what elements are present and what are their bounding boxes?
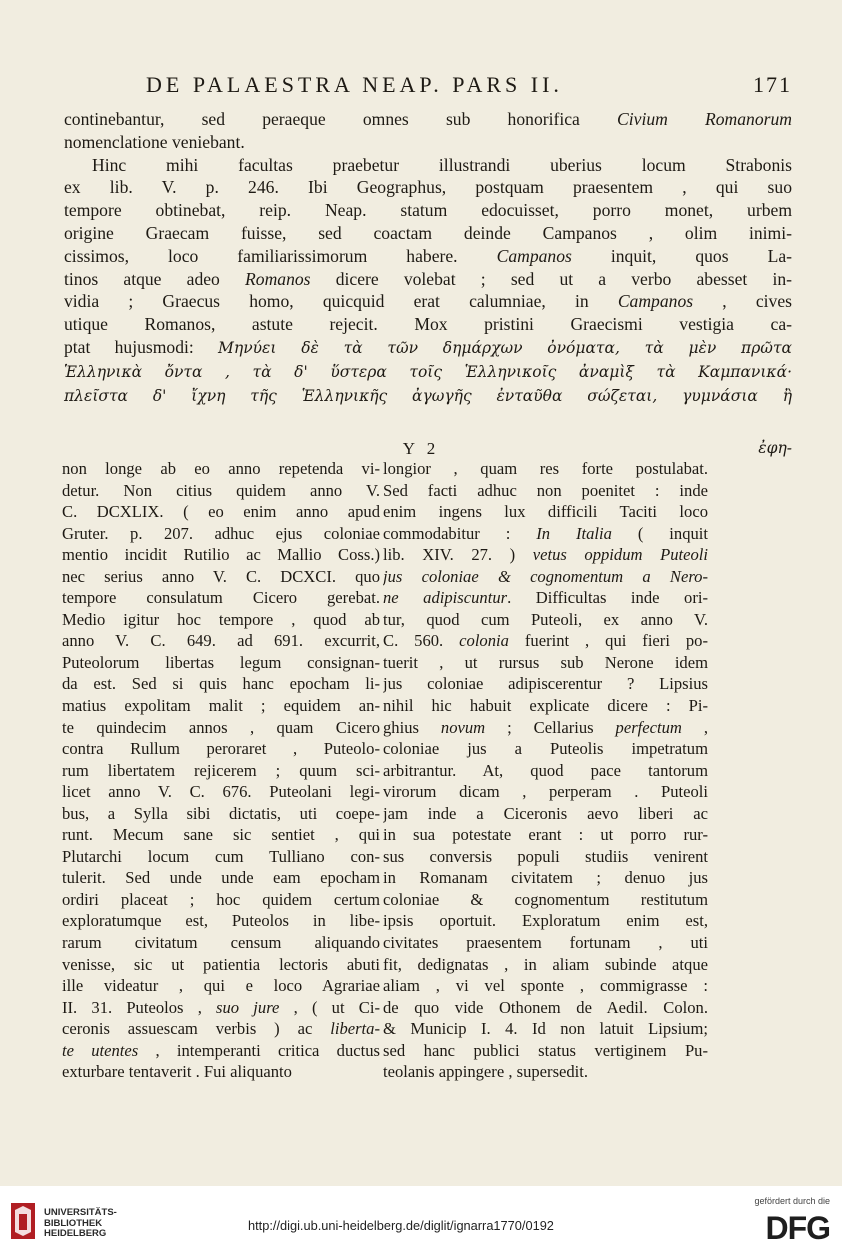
text-line bbox=[64, 131, 792, 154]
text-line bbox=[383, 954, 708, 976]
text-line bbox=[62, 1018, 380, 1040]
line-text: anno V. C. 649. ad 691. excurrit, bbox=[62, 631, 380, 651]
line-text: tinos atque adeo bbox=[64, 268, 246, 289]
line-text: bus, a Sylla sibi dictatis, uti coepe- bbox=[62, 803, 380, 823]
text-line bbox=[383, 523, 708, 545]
italic-text: vetus oppidum Puteoli bbox=[532, 545, 708, 565]
line-text: non longe ab eo anno repetenda vi- bbox=[62, 459, 380, 478]
text-line bbox=[383, 975, 708, 997]
left-column bbox=[62, 458, 380, 1083]
text-line bbox=[64, 176, 792, 199]
text-line bbox=[62, 652, 380, 674]
text-line bbox=[62, 695, 380, 717]
line-text: teolanis appingere , supersedit. bbox=[383, 1062, 589, 1082]
line-text: in Romanam civitatem ; denuo jus bbox=[383, 868, 708, 888]
dfg-logo[interactable]: DFG bbox=[765, 1210, 830, 1246]
line-text: fit, dedignatas , in aliam subinde atque bbox=[383, 954, 708, 974]
text-line bbox=[383, 1040, 708, 1062]
line-text: cissimos, loco familiarissimorum habere. bbox=[64, 245, 497, 266]
line-text: C. 560. bbox=[383, 631, 460, 651]
line-text: ghius bbox=[383, 717, 441, 737]
italic-text: novum bbox=[440, 717, 486, 737]
italic-text: ne adipiscuntur bbox=[383, 588, 508, 608]
line-text: , cives bbox=[693, 291, 792, 312]
signature-mark: Y 2 bbox=[402, 439, 440, 458]
line-text: ipsis oportuit. Exploratum enim est, bbox=[383, 911, 708, 931]
text-line bbox=[383, 760, 708, 782]
text-line bbox=[64, 336, 792, 360]
text-line bbox=[62, 803, 380, 825]
text-line bbox=[383, 609, 708, 631]
text-line bbox=[383, 824, 708, 846]
line-text: rum libertatem rejicerem ; quum sci- bbox=[62, 760, 380, 780]
line-text: tuerit , ut rursus sub Nerone idem bbox=[383, 652, 708, 672]
line-text: aliam , vi vel sponte , commigrasse : bbox=[383, 976, 708, 996]
line-text: . Difficultas inde ori- bbox=[507, 588, 708, 608]
text-line bbox=[62, 544, 380, 566]
line-text: arbitrantur. At, quod pace tantorum bbox=[383, 760, 708, 780]
text-line bbox=[62, 609, 380, 631]
line-text: runt. Mecum sane sic sentiet , qui bbox=[62, 825, 380, 845]
italic-text: te utentes bbox=[62, 1040, 139, 1060]
italic-text: Campanos bbox=[617, 291, 694, 312]
text-line bbox=[62, 630, 380, 652]
text-line bbox=[383, 652, 708, 674]
line-text: ( inquit bbox=[611, 523, 708, 543]
text-line bbox=[383, 867, 708, 889]
text-line bbox=[62, 997, 380, 1019]
text-line bbox=[383, 781, 708, 803]
line-text: civitates praesentem fortunam , uti bbox=[383, 933, 708, 953]
line-text: de quo vide Othonem de Aedil. Colon. bbox=[383, 997, 708, 1017]
text-line bbox=[64, 222, 792, 245]
line-text: nihil hic habuit explicate dicere : Pi- bbox=[383, 696, 708, 716]
text-line bbox=[383, 803, 708, 825]
text-line bbox=[383, 673, 708, 695]
line-text: te quindecim annos , quam Cicero bbox=[62, 717, 380, 737]
line-text: tulerit. Sed unde unde eam epocham bbox=[62, 868, 380, 888]
right-column bbox=[383, 458, 708, 1083]
text-line bbox=[62, 501, 380, 523]
line-text: , ( ut Ci- bbox=[279, 997, 380, 1017]
line-text: Puteolorum libertas legum consignan- bbox=[62, 652, 380, 672]
line-text: detur. Non citius quidem anno V. bbox=[62, 480, 380, 500]
line-text: continebantur, sed peraeque omnes sub honorifica bbox=[64, 109, 618, 129]
italic-text: Ἑλληνικὰ ὄντα , τὰ δ' ὕστερα τοῖς Ἑλληνικοῖς ἀναμὶξ τὰ Καμπανικά· bbox=[64, 362, 792, 381]
text-line bbox=[62, 566, 380, 588]
line-text: ceronis assuescam verbis ) ac bbox=[62, 1019, 331, 1039]
text-line bbox=[383, 717, 708, 739]
line-text: tempore consulatum Cicero gerebat. bbox=[62, 588, 380, 608]
text-line bbox=[383, 932, 708, 954]
text-line bbox=[64, 108, 792, 131]
line-text: fuerint , qui fieri po- bbox=[508, 631, 708, 651]
text-line bbox=[64, 154, 792, 177]
funder-block bbox=[740, 1196, 830, 1244]
text-line bbox=[62, 824, 380, 846]
funded-by-label: gefördert durch die bbox=[754, 1196, 830, 1206]
line-text: contra Rullum peroraret , Puteolo- bbox=[62, 739, 380, 759]
text-line bbox=[62, 932, 380, 954]
footer-bar bbox=[0, 1186, 842, 1254]
italic-text: Romanos bbox=[245, 268, 311, 289]
text-line bbox=[62, 738, 380, 760]
line-text: sus conversis populi studiis venirent bbox=[383, 846, 708, 866]
italic-text: In Italia bbox=[536, 523, 612, 543]
text-line bbox=[62, 1061, 380, 1083]
text-line bbox=[64, 199, 792, 222]
text-line bbox=[383, 587, 708, 609]
line-text: , intemperanti critica ductus bbox=[138, 1040, 380, 1060]
line-text: coloniae & cognomentum restitutum bbox=[383, 889, 708, 909]
full-width-text bbox=[64, 108, 792, 407]
text-line bbox=[62, 781, 380, 803]
line-text: ; Cellarius bbox=[485, 717, 616, 737]
text-line bbox=[62, 867, 380, 889]
library-name-line: UNIVERSITÄTS- bbox=[44, 1207, 117, 1218]
line-text: jam inde a Ciceronis aevo liberi ac bbox=[383, 803, 708, 823]
line-text: C. DCXLIX. ( eo enim anno apud bbox=[62, 502, 380, 522]
line-text: tempore obtinebat, reip. Neap. statum edocuisset, porro monet, urbem bbox=[64, 200, 792, 221]
italic-text: Campanos bbox=[496, 245, 572, 266]
text-line bbox=[64, 313, 792, 336]
text-line bbox=[383, 630, 708, 652]
text-line bbox=[383, 501, 708, 523]
line-text: nomenclatione veniebant. bbox=[64, 131, 245, 152]
library-name bbox=[44, 1208, 117, 1240]
line-text: rarum civitatum censum aliquando bbox=[62, 933, 380, 953]
text-line bbox=[62, 1040, 380, 1062]
line-text: commodabitur : bbox=[383, 523, 537, 543]
line-text: mentio incidit Rutilio ac Mallio Coss.) bbox=[62, 545, 380, 565]
line-text: ordiri placeat ; hoc quidem certum bbox=[62, 889, 380, 909]
text-line bbox=[383, 738, 708, 760]
catchword: ἐφη- bbox=[758, 439, 792, 457]
italic-text: jus coloniae & cognomentum a Nero- bbox=[383, 566, 708, 586]
library-name-line: BIBLIOTHEK bbox=[44, 1217, 103, 1229]
line-text: in sua potestate erant : ut porro rur- bbox=[383, 825, 708, 845]
italic-text: πλεῖστα δ' ἴχνη τῆς Ἑλληνικῆς ἀγωγῆς ἐνταῦθα σώζεται, γυμνάσια ἢ bbox=[64, 386, 792, 405]
text-line bbox=[62, 523, 380, 545]
running-title: DE PALAESTRA NEAP. PARS II. bbox=[146, 72, 563, 97]
text-line bbox=[62, 458, 380, 480]
text-line bbox=[62, 889, 380, 911]
text-line bbox=[383, 1018, 708, 1040]
text-line bbox=[62, 846, 380, 868]
line-text: Hinc mihi facultas praebetur illustrandi uberius locum Strabonis bbox=[92, 154, 792, 175]
line-text: ptat hujusmodi: bbox=[64, 336, 219, 357]
italic-text: suo jure bbox=[216, 997, 280, 1017]
line-text: II. 31. Puteolos , bbox=[62, 997, 217, 1017]
text-line bbox=[383, 1061, 708, 1083]
line-text: tur, quod cum Puteoli, ex anno V. bbox=[383, 609, 708, 629]
permalink-url[interactable]: http://digi.ub.uni-heidelberg.de/diglit/ignarra1770/0192 bbox=[248, 1218, 554, 1233]
line-text: ille videatur , qui e loco Agrariae bbox=[62, 976, 380, 996]
line-text: licet anno V. C. 676. Puteolani legi- bbox=[62, 782, 380, 802]
line-text: Gruter. p. 207. adhuc ejus coloniae bbox=[62, 523, 380, 543]
italic-text: colonia bbox=[459, 631, 509, 651]
university-library-logo[interactable] bbox=[10, 1202, 130, 1242]
line-text: vidia ; Graecus homo, quicquid erat calumniae, in bbox=[64, 291, 618, 312]
line-text: lib. XIV. 27. ) bbox=[383, 545, 533, 565]
italic-text: Civium Romanorum bbox=[617, 109, 792, 129]
text-line bbox=[383, 544, 708, 566]
text-line bbox=[64, 384, 792, 408]
line-text: ex lib. V. p. 246. Ibi Geographus, postquam praesentem , qui suo bbox=[64, 177, 792, 198]
line-text: coloniae jus a Puteolis impetratum bbox=[383, 739, 708, 759]
page-number: 171 bbox=[753, 72, 792, 97]
text-line bbox=[62, 760, 380, 782]
line-text: matius expolitam malit ; equidem an- bbox=[62, 696, 380, 716]
line-text: jus coloniae adipiscerentur ? Lipsius bbox=[383, 674, 708, 694]
line-text: enim ingens lux difficili Taciti loco bbox=[383, 502, 708, 522]
text-line bbox=[383, 480, 708, 502]
italic-text: liberta- bbox=[330, 1019, 380, 1039]
text-line bbox=[383, 846, 708, 868]
text-line bbox=[62, 975, 380, 997]
italic-text: Μηνύει δὲ τὰ τῶν δημάρχων ὀνόματα, τὰ μὲν πρῶτα bbox=[218, 338, 792, 357]
page-header bbox=[62, 72, 792, 102]
text-line bbox=[64, 360, 792, 384]
line-text: Plutarchi locum cum Tulliano con- bbox=[62, 846, 380, 866]
line-text: exploratumque est, Puteolos in libe- bbox=[62, 911, 380, 931]
line-text: Sed facti adhuc non poenitet : inde bbox=[383, 480, 708, 500]
line-text: sed hanc publici status vertiginem Pu- bbox=[383, 1040, 708, 1060]
text-line bbox=[64, 290, 792, 313]
text-line bbox=[62, 587, 380, 609]
text-line bbox=[62, 673, 380, 695]
text-line bbox=[62, 910, 380, 932]
line-text: , bbox=[681, 717, 708, 737]
text-line bbox=[383, 458, 708, 480]
text-line bbox=[64, 245, 792, 268]
line-text: & Municip I. 4. Id non latuit Lipsium; bbox=[383, 1019, 708, 1039]
line-text: longior , quam res forte postulabat. bbox=[383, 459, 708, 478]
text-line bbox=[62, 717, 380, 739]
line-text: utique Romanos, astute rejecit. Mox pristini Graecismi vestigia ca- bbox=[64, 314, 792, 335]
library-name-line: HEIDELBERG bbox=[44, 1228, 107, 1239]
text-line bbox=[383, 997, 708, 1019]
text-line bbox=[383, 566, 708, 588]
text-line bbox=[64, 268, 792, 291]
text-line bbox=[383, 910, 708, 932]
line-text: exturbare tentaverit . Fui aliquanto bbox=[62, 1062, 292, 1082]
text-line bbox=[383, 889, 708, 911]
line-text: origine Graecam fuisse, sed coactam deinde Campanos , olim inimi- bbox=[64, 222, 792, 243]
line-text: venisse, sic ut patientia lectoris abuti bbox=[62, 954, 380, 974]
text-line bbox=[62, 954, 380, 976]
line-text: da est. Sed si quis hanc epocham li- bbox=[62, 674, 380, 694]
text-line bbox=[62, 480, 380, 502]
text-line bbox=[383, 695, 708, 717]
line-text: nec serius anno V. C. DCXCI. quo bbox=[62, 566, 380, 586]
library-crest-icon bbox=[10, 1202, 36, 1240]
line-text: dicere volebat ; sed ut a verbo abesset in- bbox=[310, 268, 792, 289]
italic-text: perfectum bbox=[615, 717, 682, 737]
line-text: inquit, quos La- bbox=[571, 245, 792, 266]
line-text: Medio igitur hoc tempore , quod ab bbox=[62, 609, 380, 629]
line-text: virorum dicam , perperam . Puteoli bbox=[383, 782, 708, 802]
